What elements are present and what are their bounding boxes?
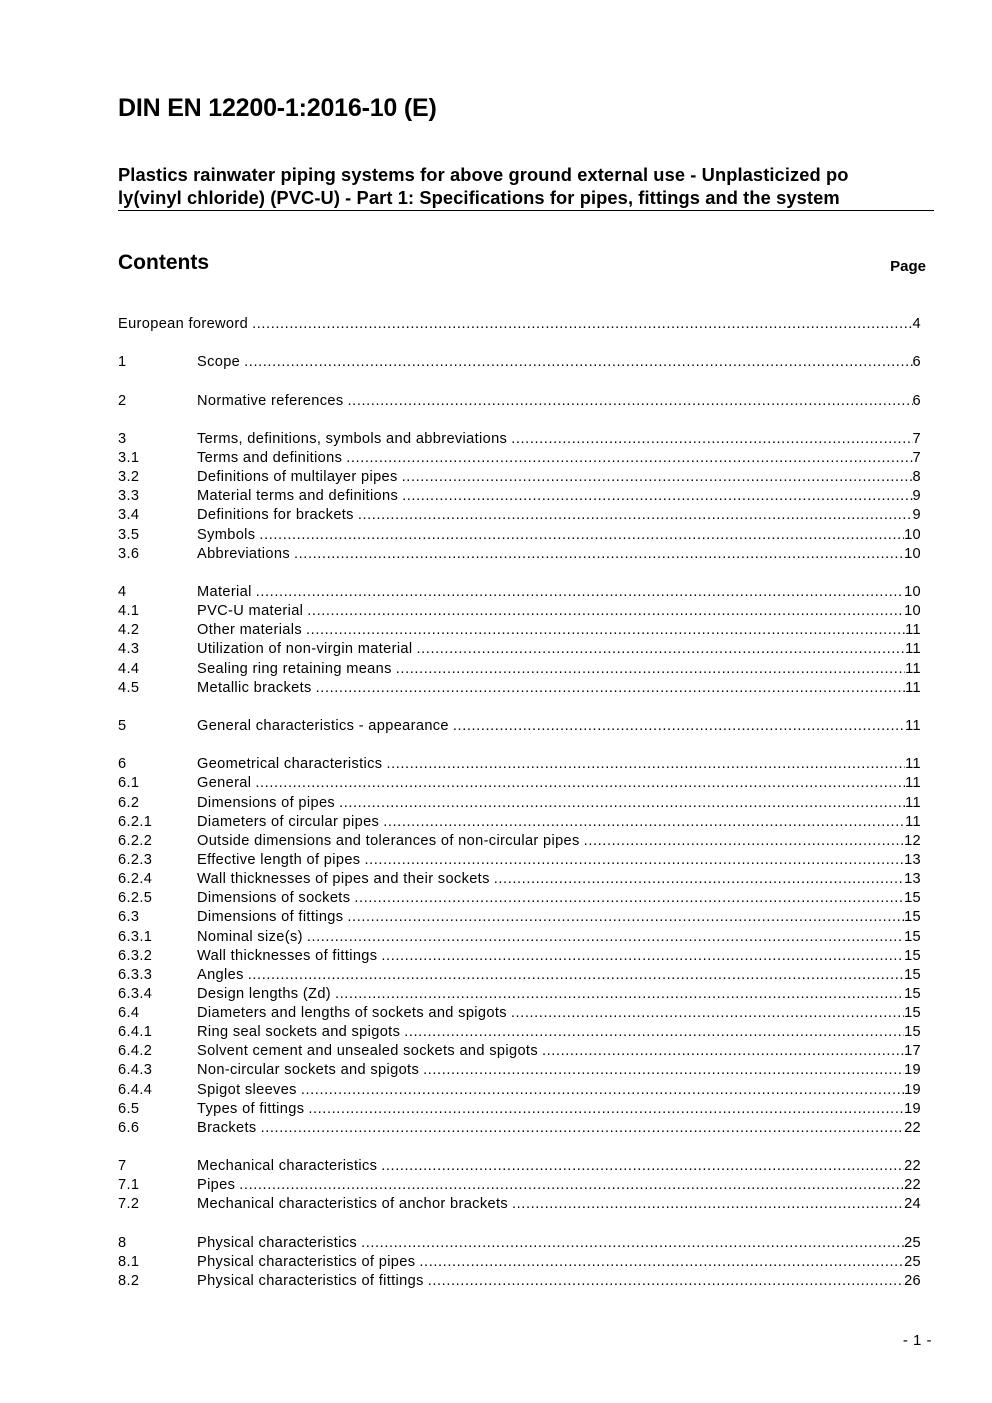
toc-dot-leader: [511, 430, 912, 449]
toc-dot-leader: [316, 679, 906, 698]
toc-entry[interactable]: [118, 985, 921, 1004]
toc-entry-page: 6: [912, 354, 921, 371]
toc-dot-leader: [423, 1061, 904, 1080]
toc-dot-leader: [386, 755, 905, 774]
toc-entry-title: Definitions of multilayer pipes: [197, 469, 398, 486]
toc-entry-page: 9: [912, 488, 921, 505]
toc-entry-number: 6.4.1: [118, 1024, 153, 1041]
toc-entry-page: 11: [905, 756, 921, 773]
toc-entry[interactable]: [118, 947, 921, 966]
toc-entry-title: Definitions for brackets: [197, 507, 354, 524]
toc-entry-page: 15: [904, 947, 921, 964]
toc-entry-number: 4.5: [118, 679, 140, 696]
toc-dot-leader: [306, 621, 905, 640]
toc-entry-page: 13: [904, 851, 921, 868]
toc-entry-number: 6.3.2: [118, 947, 153, 964]
toc-entry-number: 6.4.2: [118, 1043, 153, 1060]
toc-dot-leader: [261, 1119, 904, 1138]
toc-entry-page: 15: [904, 966, 921, 983]
toc-entry-number: 6.2: [118, 794, 140, 811]
toc-entry[interactable]: [118, 1081, 921, 1100]
toc-entry-number: 6: [118, 756, 127, 773]
toc-entry-number: 4.3: [118, 641, 140, 658]
toc-entry-number: 8.2: [118, 1273, 140, 1290]
toc-dot-leader: [584, 832, 904, 851]
toc-entry-page: 9: [912, 507, 921, 524]
toc-dot-leader: [402, 487, 912, 506]
toc-dot-leader: [428, 1272, 904, 1291]
toc-dot-leader: [256, 583, 904, 602]
toc-entry-title: Material terms and definitions: [197, 488, 399, 505]
toc-dot-leader: [419, 1253, 904, 1272]
toc-entry[interactable]: [118, 966, 921, 985]
title-underline: [118, 210, 934, 211]
toc-entry-title: Angles: [197, 966, 244, 983]
toc-entry-title: Pipes: [197, 1177, 236, 1194]
toc-entry-title: Spigot sleeves: [197, 1081, 297, 1098]
toc-entry-page: 11: [905, 622, 921, 639]
toc-entry[interactable]: [118, 430, 921, 449]
toc-entry[interactable]: [118, 832, 921, 851]
toc-entry-page: 10: [904, 545, 921, 562]
toc-entry-title: Brackets: [197, 1119, 257, 1136]
toc-entry[interactable]: [118, 449, 921, 468]
toc-dot-leader: [348, 392, 913, 411]
toc-entry[interactable]: [118, 1023, 921, 1042]
document-id: DIN EN 12200-1:2016-10 (E): [118, 94, 437, 122]
toc-entry-page: 11: [905, 794, 921, 811]
toc-entry-title: Other materials: [197, 622, 303, 639]
toc-entry-page: 13: [904, 871, 921, 888]
toc-dot-leader: [308, 1100, 904, 1119]
toc-entry-title: Ring seal sockets and spigots: [197, 1024, 401, 1041]
toc-entry-page: 11: [905, 641, 921, 658]
toc-entry[interactable]: [118, 602, 921, 621]
toc-entry-page: 11: [905, 717, 921, 734]
toc-entry[interactable]: [118, 1004, 921, 1023]
toc-entry-title: Diameters and lengths of sockets and spigots: [197, 1005, 507, 1022]
toc-entry-page: 10: [904, 526, 921, 543]
toc-entry-title: General: [197, 775, 252, 792]
toc-entry[interactable]: [118, 468, 921, 487]
toc-entry-page: 25: [904, 1253, 921, 1270]
toc-dot-leader: [453, 717, 905, 736]
toc-entry-title: Scope: [197, 354, 241, 371]
toc-entry[interactable]: [118, 813, 921, 832]
toc-dot-leader: [542, 1042, 904, 1061]
table-of-contents: [118, 315, 921, 1291]
toc-entry-title: Terms, definitions, symbols and abbreviations: [197, 430, 508, 447]
toc-entry[interactable]: [118, 908, 921, 927]
toc-dot-leader: [494, 870, 904, 889]
toc-entry-page: 8: [912, 469, 921, 486]
toc-dot-leader: [255, 774, 905, 793]
toc-entry-page: 10: [904, 583, 921, 600]
toc-entry-number: 4.1: [118, 603, 140, 620]
toc-entry[interactable]: [118, 851, 921, 870]
toc-entry-page: 11: [905, 679, 921, 696]
toc-entry-number: 6.1: [118, 775, 140, 792]
toc-entry-title: Mechanical characteristics: [197, 1158, 378, 1175]
toc-entry-number: 6.3.1: [118, 928, 153, 945]
toc-entry-page: 19: [904, 1062, 921, 1079]
toc-dot-leader: [248, 966, 904, 985]
toc-entry[interactable]: [118, 640, 921, 659]
toc-entry-number: 7.1: [118, 1177, 140, 1194]
toc-entry-page: 22: [904, 1158, 921, 1175]
toc-entry-title: Solvent cement and unsealed sockets and spigots: [197, 1043, 538, 1060]
toc-entry-title: Physical characteristics: [197, 1234, 358, 1251]
toc-entry-page: 19: [904, 1081, 921, 1098]
toc-entry-page: 11: [905, 660, 921, 677]
toc-entry-title: Design lengths (Zd): [197, 985, 331, 1002]
contents-heading: Contents: [118, 251, 209, 274]
toc-entry[interactable]: [118, 1176, 921, 1195]
toc-dot-leader: [294, 545, 904, 564]
toc-entry[interactable]: [118, 870, 921, 889]
toc-entry-title: Dimensions of pipes: [197, 794, 336, 811]
toc-entry-title: Symbols: [197, 526, 256, 543]
toc-entry-page: 25: [904, 1234, 921, 1251]
toc-entry-title: Non-circular sockets and spigots: [197, 1062, 420, 1079]
toc-entry-title: Material: [197, 583, 252, 600]
toc-entry-page: 10: [904, 603, 921, 620]
toc-entry-number: 6.4.3: [118, 1062, 153, 1079]
toc-entry-title: Types of fittings: [197, 1100, 305, 1117]
toc-dot-leader: [346, 449, 912, 468]
toc-entry-number: 3.5: [118, 526, 140, 543]
toc-entry-title: Terms and definitions: [197, 449, 343, 466]
toc-entry-number: 4: [118, 583, 127, 600]
toc-entry-page: 6: [912, 392, 921, 409]
toc-entry-page: 26: [904, 1273, 921, 1290]
toc-entry-page: 4: [912, 316, 921, 332]
toc-entry-page: 17: [904, 1043, 921, 1060]
page-number: - 1 -: [902, 1332, 932, 1349]
toc-entry[interactable]: [118, 1234, 921, 1253]
toc-entry[interactable]: [118, 717, 921, 736]
toc-dot-leader: [301, 1081, 904, 1100]
toc-entry-number: 1: [118, 354, 127, 371]
toc-dot-leader: [358, 506, 913, 525]
toc-entry[interactable]: [118, 315, 921, 334]
toc-entry-page: 15: [904, 890, 921, 907]
toc-dot-leader: [511, 1004, 904, 1023]
toc-entry-title: General characteristics - appearance: [197, 717, 449, 734]
toc-entry-number: 3.2: [118, 469, 140, 486]
toc-entry[interactable]: [118, 487, 921, 506]
toc-entry[interactable]: [118, 889, 921, 908]
toc-dot-leader: [364, 851, 904, 870]
toc-entry-number: 6.3: [118, 909, 140, 926]
toc-entry-number: 8.1: [118, 1253, 140, 1270]
toc-entry-number: 3.6: [118, 545, 140, 562]
toc-entry[interactable]: [118, 1272, 921, 1291]
toc-entry-number: 4.2: [118, 622, 140, 639]
toc-entry-page: 15: [904, 1005, 921, 1022]
toc-entry-number: 6.4.4: [118, 1081, 153, 1098]
toc-entry[interactable]: [118, 583, 921, 602]
toc-entry-number: 6.2.2: [118, 832, 153, 849]
toc-entry[interactable]: [118, 545, 921, 564]
toc-entry[interactable]: [118, 1042, 921, 1061]
toc-dot-leader: [307, 928, 904, 947]
toc-entry-number: 3.3: [118, 488, 140, 505]
toc-entry-title: Dimensions of sockets: [197, 890, 351, 907]
toc-entry-number: 5: [118, 717, 127, 734]
toc-entry-title: Geometrical characteristics: [197, 756, 383, 773]
toc-entry-number: 6.3.3: [118, 966, 153, 983]
toc-entry-number: 6.6: [118, 1119, 140, 1136]
toc-entry-number: 2: [118, 392, 127, 409]
toc-entry[interactable]: [118, 774, 921, 793]
toc-entry[interactable]: [118, 755, 921, 774]
toc-dot-leader: [244, 353, 912, 372]
toc-entry[interactable]: [118, 526, 921, 545]
toc-dot-leader: [383, 813, 905, 832]
toc-entry-page: 7: [912, 449, 921, 466]
toc-entry-page: 19: [904, 1100, 921, 1117]
toc-entry-number: 7.2: [118, 1196, 140, 1213]
toc-entry-number: 4.4: [118, 660, 140, 677]
toc-entry-number: 6.4: [118, 1005, 140, 1022]
toc-dot-leader: [402, 468, 913, 487]
toc-entry-page: 15: [904, 985, 921, 1002]
toc-entry-number: 8: [118, 1234, 127, 1251]
toc-dot-leader: [354, 889, 904, 908]
toc-entry[interactable]: [118, 660, 921, 679]
toc-dot-leader: [307, 602, 904, 621]
document-title-line-1: Plastics rainwater piping systems for above ground external use - Unplasticized po: [118, 164, 849, 185]
toc-entry-title: Nominal size(s): [197, 928, 303, 945]
toc-entry-title: Effective length of pipes: [197, 851, 361, 868]
toc-dot-leader: [417, 640, 906, 659]
toc-entry[interactable]: [118, 392, 921, 411]
toc-entry[interactable]: [118, 679, 921, 698]
toc-entry[interactable]: [118, 506, 921, 525]
toc-entry-page: 11: [905, 813, 921, 830]
toc-dot-leader: [396, 660, 905, 679]
toc-entry[interactable]: [118, 1100, 921, 1119]
toc-entry-title: Utilization of non-virgin material: [197, 641, 413, 658]
toc-entry[interactable]: [118, 928, 921, 947]
toc-entry-page: 22: [904, 1119, 921, 1136]
document-title-line-2: ly(vinyl chloride) (PVC-U) - Part 1: Specifications for pipes, fittings and the system: [118, 187, 840, 208]
toc-entry-title: Abbreviations: [197, 545, 290, 562]
document-title: [118, 163, 933, 209]
toc-dot-leader: [239, 1176, 904, 1195]
toc-entry-number: 3.1: [118, 449, 140, 466]
toc-entry[interactable]: [118, 794, 921, 813]
toc-entry-title: Outside dimensions and tolerances of non-circular pipes: [197, 832, 580, 849]
toc-entry-number: 6.2.4: [118, 871, 153, 888]
toc-dot-leader: [512, 1195, 904, 1214]
toc-entry-title: Wall thicknesses of pipes and their sockets: [197, 871, 490, 888]
toc-entry-title: Dimensions of fittings: [197, 909, 344, 926]
toc-entry-number: 6.2.3: [118, 851, 153, 868]
toc-entry-page: 7: [912, 430, 921, 447]
toc-entry-title: Sealing ring retaining means: [197, 660, 392, 677]
toc-dot-leader: [347, 908, 904, 927]
toc-entry-title: European foreword: [118, 316, 249, 332]
page-column-heading: Page: [890, 258, 926, 275]
toc-entry[interactable]: [118, 1157, 921, 1176]
toc-entry-number: 6.5: [118, 1100, 140, 1117]
toc-entry[interactable]: [118, 1061, 921, 1080]
toc-entry[interactable]: [118, 1253, 921, 1272]
toc-entry-title: Metallic brackets: [197, 679, 312, 696]
toc-entry-page: 24: [904, 1196, 921, 1213]
toc-entry-title: Physical characteristics of fittings: [197, 1273, 424, 1290]
toc-entry-number: 3: [118, 430, 127, 447]
toc-entry-number: 6.2.5: [118, 890, 153, 907]
toc-dot-leader: [339, 794, 905, 813]
toc-entry-page: 22: [904, 1177, 921, 1194]
toc-entry[interactable]: [118, 353, 921, 372]
toc-entry-number: 6.3.4: [118, 985, 153, 1002]
toc-dot-leader: [259, 526, 904, 545]
toc-entry-page: 15: [904, 1024, 921, 1041]
toc-dot-leader: [252, 315, 912, 334]
toc-entry-number: 3.4: [118, 507, 140, 524]
toc-entry-title: Wall thicknesses of fittings: [197, 947, 378, 964]
toc-entry-page: 11: [905, 775, 921, 792]
toc-entry-title: Mechanical characteristics of anchor brackets: [197, 1196, 508, 1213]
toc-entry-number: 6.2.1: [118, 813, 153, 830]
toc-dot-leader: [381, 1157, 904, 1176]
toc-dot-leader: [335, 985, 904, 1004]
toc-entry-title: PVC-U material: [197, 603, 304, 620]
toc-entry-page: 15: [904, 909, 921, 926]
toc-entry-page: 15: [904, 928, 921, 945]
toc-entry-title: Normative references: [197, 392, 344, 409]
toc-entry-title: Diameters of circular pipes: [197, 813, 380, 830]
toc-entry-number: 7: [118, 1158, 127, 1175]
toc-dot-leader: [381, 947, 904, 966]
toc-entry-page: 12: [904, 832, 921, 849]
toc-dot-leader: [361, 1234, 904, 1253]
toc-entry-title: Physical characteristics of pipes: [197, 1253, 416, 1270]
toc-entry[interactable]: [118, 621, 921, 640]
toc-entry[interactable]: [118, 1195, 921, 1214]
toc-entry[interactable]: [118, 1119, 921, 1138]
toc-dot-leader: [404, 1023, 904, 1042]
